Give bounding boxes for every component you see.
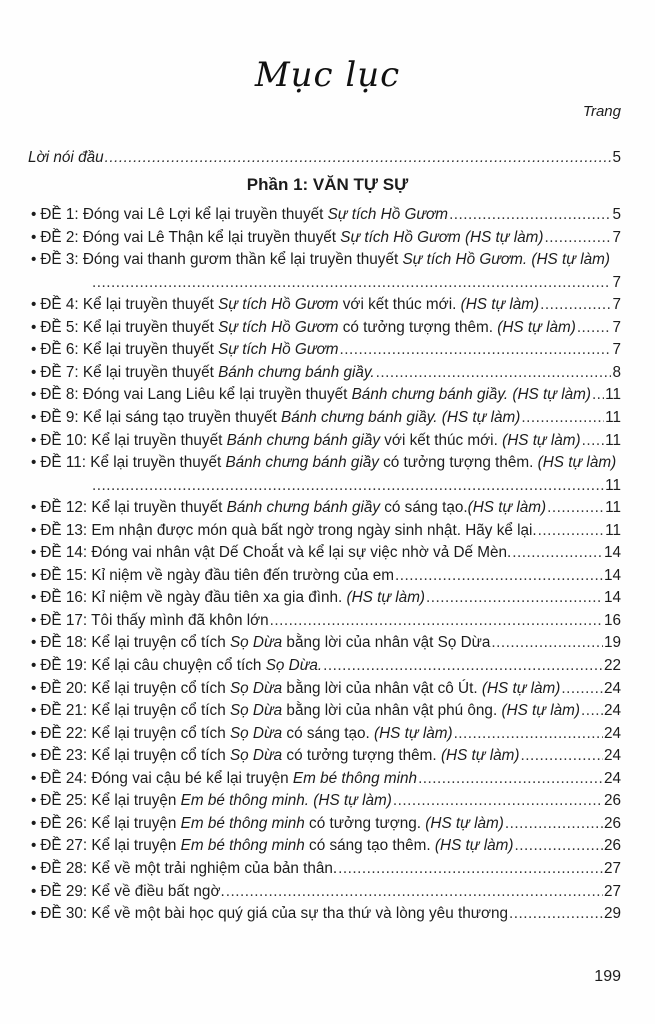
dot-leader xyxy=(226,882,603,902)
dot-leader xyxy=(509,904,603,924)
dot-leader xyxy=(338,859,603,879)
entry-number: ĐỀ 21: xyxy=(40,702,92,720)
entry-page: 11 xyxy=(605,408,621,426)
entry-page: 19 xyxy=(603,634,621,652)
toc-entry[interactable] xyxy=(31,791,621,811)
dot-leader xyxy=(449,205,611,225)
bullet-icon: • xyxy=(31,544,37,562)
entry-text: Em nhận được món quà bất ngờ trong ngày sinh nhật. Hãy kể lại. xyxy=(91,521,537,539)
dot-leader xyxy=(538,521,604,541)
entry-label xyxy=(31,769,417,789)
bullet-icon: • xyxy=(31,814,37,832)
toc-entry[interactable] xyxy=(31,566,621,586)
entry-text: Kể lại truyện cổ tích xyxy=(91,679,230,697)
entry-number: ĐỀ 4: xyxy=(40,296,83,314)
entry-work-title: Bánh chưng bánh giầy xyxy=(226,431,381,449)
bullet-icon: • xyxy=(31,566,37,584)
entry-page: 11 xyxy=(605,521,621,539)
entry-text: Kể lại truyền thuyết xyxy=(82,318,219,336)
entry-text-after: với kết thúc mới. xyxy=(380,431,503,449)
bullet-icon: • xyxy=(31,206,37,223)
entry-number: ĐỀ 10: xyxy=(40,431,92,449)
bullet-icon: • xyxy=(31,702,37,720)
entry-work-title: Em bé thông minh xyxy=(180,837,305,855)
entry-text: Kể lại truyện cổ tích xyxy=(91,702,230,720)
toc-entry[interactable] xyxy=(31,588,621,608)
entry-work-title: Sự tích Hồ Gươm xyxy=(218,341,339,359)
toc-entry[interactable] xyxy=(31,250,621,270)
entry-work-title: Bánh chưng bánh giầy xyxy=(226,499,381,517)
dot-leader xyxy=(418,769,603,789)
entry-work-title: Sọ Dừa xyxy=(229,747,283,765)
entry-page: 26 xyxy=(603,837,621,855)
entry-text: Đóng vai nhân vật Dế Choắt và kể lại sự việc nhờ vả Dế Mèn. xyxy=(91,544,512,562)
dot-leader xyxy=(454,724,603,744)
bullet-icon: • xyxy=(31,769,37,787)
entry-label xyxy=(31,724,453,744)
dot-leader xyxy=(393,791,603,811)
entry-text: Kể về một bài học quý giá của sự tha thứ và lòng yêu thương xyxy=(91,905,508,923)
toc-entry[interactable] xyxy=(31,363,621,383)
entry-page: 27 xyxy=(603,882,621,900)
entry-label xyxy=(31,746,519,766)
bullet-icon: • xyxy=(31,499,37,517)
entry-number: ĐỀ 13: xyxy=(40,521,92,539)
dot-leader xyxy=(512,543,603,563)
toc-entry[interactable] xyxy=(31,385,621,405)
entry-note: (HS tự làm) xyxy=(467,499,547,517)
toc-entry[interactable] xyxy=(31,701,621,721)
bullet-icon: • xyxy=(31,905,37,923)
entry-number: ĐỀ 25: xyxy=(40,792,92,810)
toc-preface[interactable] xyxy=(28,148,621,168)
entry-page: 24 xyxy=(603,769,621,787)
entry-note: (HS tự làm) xyxy=(440,747,520,765)
entry-number: ĐỀ 2: xyxy=(40,228,83,246)
entry-number: ĐỀ 9: xyxy=(40,408,83,426)
dot-leader xyxy=(592,385,604,405)
toc-entry[interactable] xyxy=(31,453,621,473)
bullet-icon: • xyxy=(31,296,37,314)
entry-page: 7 xyxy=(612,318,621,336)
entry-page: 7 xyxy=(612,228,621,246)
entry-number: ĐỀ 30: xyxy=(40,905,92,923)
toc-entry[interactable] xyxy=(31,769,621,789)
entry-text-after: có sáng tạo thêm. xyxy=(304,837,435,855)
entry-text: Kể lại truyền thuyết xyxy=(82,296,219,314)
entry-page: 22 xyxy=(603,657,621,674)
entry-text-after: có tưởng tượng thêm. xyxy=(378,454,538,472)
entry-work-title: Sự tích Hồ Gươm xyxy=(218,296,339,314)
bullet-icon: • xyxy=(31,341,37,359)
entry-work-title: Sự tích Hồ Gươm xyxy=(218,318,339,336)
dot-leader xyxy=(323,656,603,676)
entry-number: ĐỀ 8: xyxy=(40,386,83,404)
bullet-icon: • xyxy=(31,363,37,381)
dot-leader xyxy=(491,633,603,653)
entry-number: ĐỀ 26: xyxy=(40,814,92,832)
entry-text-after: bằng lời của nhân vật Sọ Dừa xyxy=(282,634,491,652)
entry-work-title: Sọ Dừa xyxy=(229,702,283,720)
entry-label xyxy=(31,250,610,270)
entry-label xyxy=(31,588,425,608)
bullet-icon: • xyxy=(31,521,37,539)
entry-label xyxy=(31,295,539,315)
entry-note: (HS tự làm) xyxy=(481,679,561,697)
entry-label xyxy=(31,814,504,834)
entry-label xyxy=(31,521,537,541)
entry-number: ĐỀ 20: xyxy=(40,679,92,697)
bullet-icon: • xyxy=(31,859,37,877)
entry-label xyxy=(31,633,490,653)
dot-leader xyxy=(582,431,604,451)
entry-page: 14 xyxy=(603,544,621,562)
entry-page: 24 xyxy=(603,702,621,720)
dot-leader xyxy=(105,148,612,168)
entry-label xyxy=(31,453,616,473)
entry-number: ĐỀ 5: xyxy=(40,318,83,336)
page-column-header: Trang xyxy=(582,103,621,120)
entry-page: 5 xyxy=(612,206,621,223)
entry-page: 14 xyxy=(603,589,621,607)
bullet-icon: • xyxy=(31,454,37,472)
entry-label xyxy=(31,431,581,451)
entry-text: Kể về điều bất ngờ. xyxy=(91,882,225,900)
entry-page: 26 xyxy=(603,792,621,810)
entry-number: ĐỀ 7: xyxy=(40,363,83,381)
entry-label xyxy=(31,611,269,631)
entry-text-after: có sáng tạo. xyxy=(282,724,375,742)
preface-label: Lời nói đầu xyxy=(28,149,104,166)
entry-text: Đóng vai cậu bé kể lại truyện xyxy=(91,769,293,787)
toc-entry[interactable] xyxy=(31,814,621,834)
entry-text-after: bằng lời của nhân vật cô Út. xyxy=(282,679,482,697)
entry-note: (HS tự làm) xyxy=(374,724,453,742)
toc-entry[interactable] xyxy=(31,228,621,248)
entry-label xyxy=(31,566,394,586)
bullet-icon: • xyxy=(31,611,37,629)
footer-page-number: 199 xyxy=(594,968,621,985)
entry-work-title: Sọ Dừa. xyxy=(265,657,323,674)
entry-page: 11 xyxy=(605,499,621,517)
dot-leader xyxy=(540,295,611,315)
entry-number: ĐỀ 1: xyxy=(40,206,83,223)
bullet-icon: • xyxy=(31,386,37,404)
bullet-icon: • xyxy=(31,251,37,269)
toc-entry[interactable] xyxy=(31,431,621,451)
entry-text-after: có tưởng tượng. xyxy=(304,814,426,832)
dot-leader xyxy=(581,701,603,721)
toc-entry[interactable] xyxy=(31,633,621,653)
entry-number: ĐỀ 29: xyxy=(40,882,92,900)
entry-note: (HS tự làm) xyxy=(460,296,540,314)
entry-work-title: Sọ Dừa xyxy=(229,724,283,742)
toc-entry[interactable] xyxy=(31,882,621,902)
bullet-icon: • xyxy=(31,747,37,765)
entry-label xyxy=(31,791,392,811)
dot-leader xyxy=(92,476,604,496)
entry-text: Kể lại truyện cổ tích xyxy=(91,747,230,765)
bullet-icon: • xyxy=(31,657,37,674)
entry-text: Kể lại sáng tạo truyền thuyết xyxy=(82,408,282,426)
entry-number: ĐỀ 3: xyxy=(40,251,83,269)
entry-work-title: Sự tích Hồ Gươm xyxy=(327,206,449,223)
entry-label xyxy=(31,363,375,383)
entry-number: ĐỀ 17: xyxy=(40,611,92,629)
entry-work-title: Bánh chưng bánh giầy. (HS tự làm) xyxy=(351,386,591,404)
entry-label xyxy=(31,318,576,338)
entry-text-after: có tưởng tượng thêm. xyxy=(338,318,498,336)
entry-page: 27 xyxy=(603,859,621,877)
entry-work-title: Sự tích Hồ Gươm. (HS tự làm) xyxy=(402,251,610,269)
entry-number: ĐỀ 11: xyxy=(40,454,91,472)
entry-note: (HS tự làm) xyxy=(346,589,426,607)
entry-label xyxy=(31,408,520,428)
entry-text: Kể lại truyền thuyết xyxy=(82,363,219,381)
entry-text: Đóng vai Lê Lợi kể lại truyền thuyết xyxy=(82,206,328,223)
toc-entry-continuation[interactable] xyxy=(91,476,621,496)
bullet-icon: • xyxy=(31,589,37,607)
toc-entry[interactable] xyxy=(31,295,621,315)
entry-number: ĐỀ 16: xyxy=(40,589,92,607)
entry-text: Kể lại truyện cổ tích xyxy=(91,634,230,652)
toc-entry[interactable] xyxy=(31,859,621,879)
entry-page: 7 xyxy=(612,296,621,314)
entry-work-title: Em bé thông minh xyxy=(292,769,418,787)
entry-label xyxy=(31,205,448,225)
entry-number: ĐỀ 6: xyxy=(40,341,83,359)
bullet-icon: • xyxy=(31,837,37,855)
entry-label xyxy=(31,882,225,902)
toc-entry[interactable] xyxy=(31,543,621,563)
toc-entry-continuation[interactable] xyxy=(91,273,621,293)
entry-label xyxy=(31,701,580,721)
entry-note: (HS tự làm) xyxy=(502,431,581,449)
entry-text: Kể lại truyện cổ tích xyxy=(91,724,230,742)
toc-entry[interactable] xyxy=(31,611,621,631)
toc-entry[interactable] xyxy=(31,724,621,744)
entry-label xyxy=(31,543,511,563)
entry-number: ĐỀ 28: xyxy=(40,859,92,877)
bullet-icon: • xyxy=(31,679,37,697)
entry-text: Đóng vai Lang Liêu kể lại truyền thuyết xyxy=(82,386,352,404)
dot-leader xyxy=(561,679,603,699)
dot-leader xyxy=(395,566,603,586)
toc-entry[interactable] xyxy=(31,904,621,924)
dot-leader xyxy=(376,363,612,383)
entry-work-title: Em bé thông minh. (HS tự làm) xyxy=(180,792,392,810)
toc-entry[interactable] xyxy=(31,318,621,338)
entry-page: 24 xyxy=(603,679,621,697)
entry-note: (HS tự làm) xyxy=(425,814,504,832)
entry-label xyxy=(31,904,508,924)
entry-page: 29 xyxy=(603,905,621,923)
entry-work-title: Bánh chưng bánh giầy xyxy=(225,454,379,472)
dot-leader xyxy=(505,814,603,834)
dot-leader xyxy=(521,408,604,428)
entry-page: 26 xyxy=(603,814,621,832)
entry-text: Kỉ niệm về ngày đầu tiên đến trường của em xyxy=(91,566,394,584)
bullet-icon: • xyxy=(31,228,37,246)
entry-work-title: Sọ Dừa xyxy=(229,679,283,697)
bullet-icon: • xyxy=(31,408,37,426)
entry-page: 8 xyxy=(612,363,621,381)
entry-text: Kể lại truyện xyxy=(91,837,181,855)
entry-number: ĐỀ 15: xyxy=(40,566,92,584)
entry-text: Tôi thấy mình đã khôn lớn xyxy=(91,611,269,629)
entry-label xyxy=(31,679,560,699)
entry-work-title: Bánh chưng bánh giầy. (HS tự làm) xyxy=(281,408,521,426)
page-title: Mục lục xyxy=(254,55,401,95)
entry-text: Kể lại truyện xyxy=(91,792,181,810)
entry-number: ĐỀ 14: xyxy=(40,544,92,562)
entry-note: (HS tự làm) xyxy=(537,454,617,472)
entry-page: 11 xyxy=(605,386,621,404)
preface-page: 5 xyxy=(612,149,621,166)
entry-work-title: Sự tích Hồ Gươm (HS tự làm) xyxy=(340,228,544,246)
toc-entry[interactable] xyxy=(31,408,621,428)
entry-label xyxy=(31,385,591,405)
entry-number: ĐỀ 22: xyxy=(40,724,92,742)
toc-entry[interactable] xyxy=(31,656,621,676)
entry-text: Đóng vai Lê Thận kể lại truyền thuyết xyxy=(82,228,341,246)
entry-text: Kể lại truyền thuyết xyxy=(91,431,227,449)
dot-leader xyxy=(514,836,603,856)
toc-entry[interactable] xyxy=(31,521,621,541)
entry-text: Kỉ niệm về ngày đầu tiên xa gia đình. xyxy=(91,589,347,607)
entry-number: ĐỀ 23: xyxy=(40,747,92,765)
dot-leader xyxy=(92,273,611,293)
toc-entry[interactable] xyxy=(31,498,621,518)
entry-number: ĐỀ 27: xyxy=(40,837,92,855)
bullet-icon: • xyxy=(31,724,37,742)
dot-leader xyxy=(340,340,612,360)
entry-text: Kể lại câu chuyện cổ tích xyxy=(91,657,266,674)
toc-entry[interactable] xyxy=(31,205,621,225)
entry-work-title: Em bé thông minh xyxy=(180,814,305,832)
entry-label xyxy=(31,498,546,518)
bullet-icon: • xyxy=(31,634,37,652)
entry-label xyxy=(31,340,339,360)
entry-page: 11 xyxy=(605,476,621,494)
entry-work-title: Sọ Dừa xyxy=(229,634,283,652)
entry-page: 16 xyxy=(603,611,621,629)
bullet-icon: • xyxy=(31,318,37,336)
entry-text: Đóng vai thanh gươm thần kể lại truyền thuyết xyxy=(82,251,403,269)
entry-text-after: có sáng tạo. xyxy=(380,499,468,517)
bullet-icon: • xyxy=(31,792,37,810)
entry-page: 14 xyxy=(603,566,621,584)
entry-page: 11 xyxy=(605,431,621,449)
entry-note: (HS tự làm) xyxy=(497,318,576,336)
entry-page: 7 xyxy=(612,273,621,291)
entry-page: 24 xyxy=(603,724,621,742)
dot-leader xyxy=(547,498,604,518)
entry-text-after: có tưởng tượng thêm. xyxy=(282,747,441,765)
entry-page: 7 xyxy=(612,341,621,359)
entry-number: ĐỀ 18: xyxy=(40,634,92,652)
dot-leader xyxy=(426,588,603,608)
section-heading: Phần 1: VĂN TỰ SỰ xyxy=(246,175,409,194)
entry-label xyxy=(31,656,322,676)
entry-label xyxy=(31,228,543,248)
bullet-icon: • xyxy=(31,431,37,449)
toc-entry[interactable] xyxy=(31,340,621,360)
dot-leader xyxy=(520,746,603,766)
entry-number: ĐỀ 12: xyxy=(40,499,92,517)
entry-text: Kể lại truyền thuyết xyxy=(91,499,227,517)
entry-text: Kể lại truyền thuyết xyxy=(90,454,226,472)
bullet-icon: • xyxy=(31,882,37,900)
entry-note: (HS tự làm) xyxy=(434,837,514,855)
toc-entry[interactable] xyxy=(31,836,621,856)
entry-number: ĐỀ 19: xyxy=(40,657,92,674)
entry-page: 24 xyxy=(603,747,621,765)
entry-text: Kể lại truyền thuyết xyxy=(82,341,219,359)
entry-work-title: Bánh chưng bánh giầy. xyxy=(218,363,375,381)
entry-text-after: bằng lời của nhân vật phú ông. xyxy=(282,702,502,720)
toc-entry[interactable] xyxy=(31,746,621,766)
entry-text-after: với kết thúc mới. xyxy=(338,296,461,314)
dot-leader xyxy=(544,228,611,248)
entry-number: ĐỀ 24: xyxy=(40,769,92,787)
toc-entry[interactable] xyxy=(31,679,621,699)
entry-text: Kể lại truyện xyxy=(91,814,181,832)
entry-text: Kể về một trải nghiệm của bản thân. xyxy=(91,859,338,877)
entry-label xyxy=(31,859,337,879)
entry-note: (HS tự làm) xyxy=(501,702,580,720)
entry-label xyxy=(31,836,513,856)
dot-leader xyxy=(270,611,603,631)
dot-leader xyxy=(577,318,612,338)
